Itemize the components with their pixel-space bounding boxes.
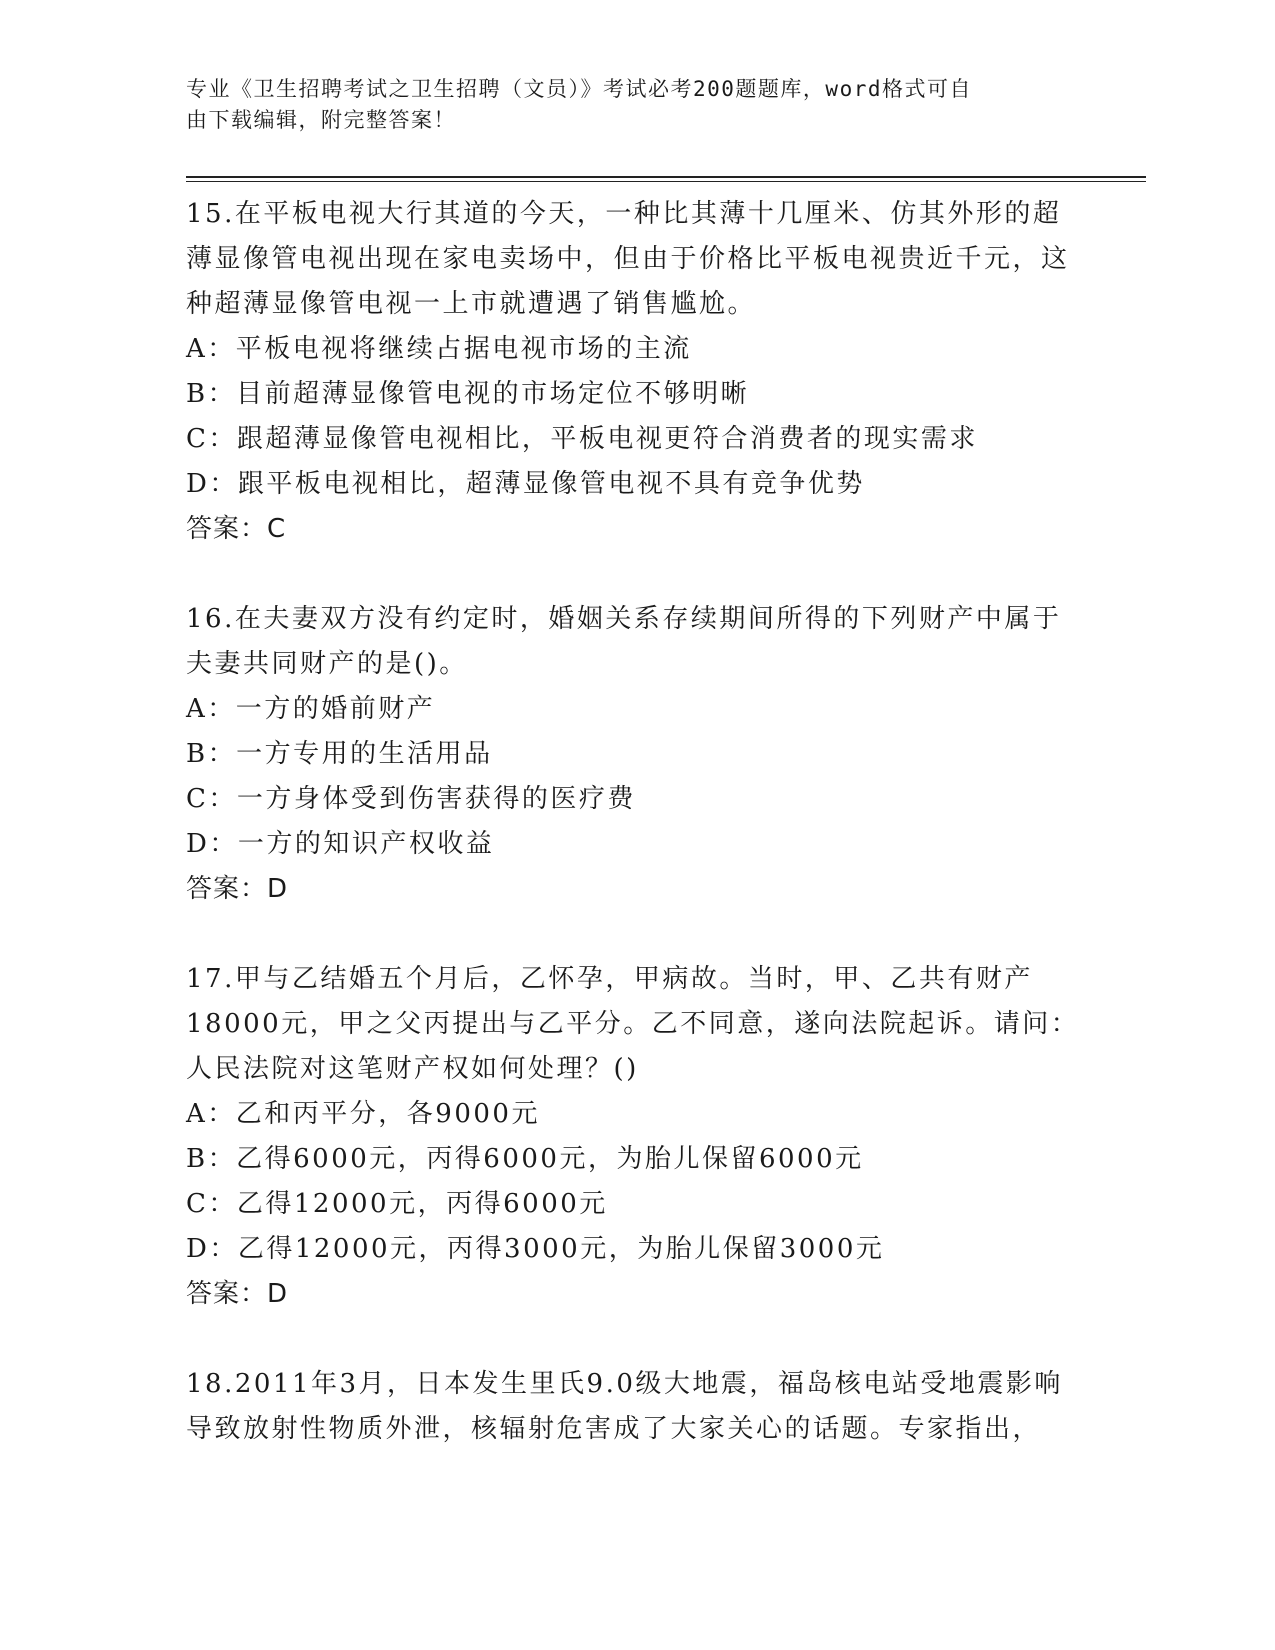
option-c: C：跟超薄显像管电视相比，平板电视更符合消费者的现实需求 xyxy=(186,424,978,454)
answer-label: 答案：D xyxy=(186,1279,289,1309)
header-line-1: 专业《卫生招聘考试之卫生招聘（文员）》考试必考200题题库，word格式可自 xyxy=(186,77,972,101)
option-b: B：乙得6000元，丙得6000元，为胎儿保留6000元 xyxy=(186,1144,864,1174)
option-a: A：一方的婚前财产 xyxy=(186,694,436,724)
header-divider-thin xyxy=(186,181,1146,182)
option-c: C：乙得12000元，丙得6000元 xyxy=(186,1189,608,1219)
question-text: 17.甲与乙结婚五个月后，乙怀孕，甲病故。当时，甲、乙共有财产18000元，甲之父丙提出与乙平分。乙不同意，遂向法院起诉。请问：人民法院对这笔财产权如何处理？() xyxy=(186,964,1080,1084)
question-18 xyxy=(186,1362,1086,1452)
question-17 xyxy=(186,957,1086,1317)
header-divider-thick xyxy=(186,176,1146,178)
option-b: B：目前超薄显像管电视的市场定位不够明晰 xyxy=(186,379,750,409)
header-line-2: 由下载编辑，附完整答案！ xyxy=(186,108,456,132)
option-d: D：乙得12000元，丙得3000元，为胎儿保留3000元 xyxy=(186,1234,885,1264)
option-d: D：跟平板电视相比，超薄显像管电视不具有竞争优势 xyxy=(186,469,865,499)
option-a: A：平板电视将继续占据电视市场的主流 xyxy=(186,334,692,364)
question-text: 15.在平板电视大行其道的今天，一种比其薄十几厘米、仿其外形的超薄显像管电视出现在家电卖场中，但由于价格比平板电视贵近千元，这种超薄显像管电视一上市就遭遇了销售尴尬。 xyxy=(186,199,1070,319)
answer-label: 答案：C xyxy=(186,514,287,544)
question-text: 16.在夫妻双方没有约定时，婚姻关系存续期间所得的下列财产中属于夫妻共同财产的是()。 xyxy=(186,604,1062,679)
answer-label: 答案：D xyxy=(186,874,289,904)
option-b: B：一方专用的生活用品 xyxy=(186,739,493,769)
question-16 xyxy=(186,597,1086,912)
question-text: 18.2011年3月，日本发生里氏9.0级大地震，福岛核电站受地震影响导致放射性物质外泄，核辐射危害成了大家关心的话题。专家指出， xyxy=(186,1369,1063,1444)
option-d: D：一方的知识产权收益 xyxy=(186,829,495,859)
question-list xyxy=(186,188,1086,1497)
option-c: C：一方身体受到伤害获得的医疗费 xyxy=(186,784,636,814)
question-15 xyxy=(186,192,1086,552)
option-a: A：乙和丙平分，各9000元 xyxy=(186,1099,540,1129)
document-header xyxy=(186,74,1086,136)
